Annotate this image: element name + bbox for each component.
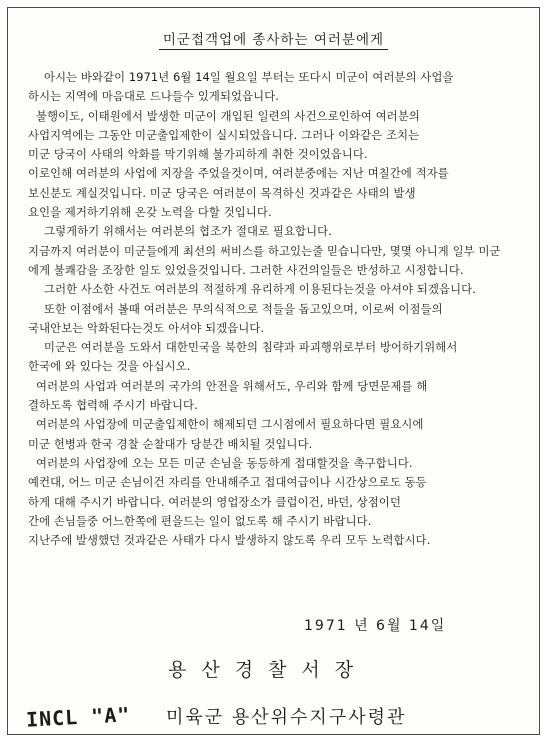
letter-line: 불행이도, 이태원에서 발생한 미군이 개입된 일련의 사건으로인하여 여러분의 [36, 109, 420, 123]
letter-line: 에게 불쾌감을 조장한 일도 있었을것입니다. 그러한 사건의일들은 반성하고 시정합니다. [28, 263, 464, 277]
inclosure-stamp: INCL "A" [25, 702, 131, 732]
letter-title [8, 28, 539, 50]
letter-line: 지금까지 여러분이 미군들에게 최선의 써비스를 하고있는줄 믿습니다만, 몇몇 아니게 일부 미군 [28, 244, 501, 258]
letter-line: 지난주에 발생했던 것과같은 사태가 다시 발생하지 않도록 우리 모두 노력합시다. [28, 534, 431, 548]
letter-line: 결하도록 협력해 주시기 바랍니다. [28, 399, 198, 413]
letter-line: 하게 대해 주시기 바랍니다. 여러분의 영업장소가 클럽이건, 바던, 상점이던 [28, 495, 402, 509]
letter-line: 국내안보는 악화된다는것도 아셔야 되겠읍니다. [28, 321, 265, 335]
letter-line: 미군 당국이 사태의 악화를 막기위해 불가피하게 취한 것이었읍니다. [28, 148, 368, 162]
paragraph-5 [28, 338, 523, 377]
letter-line: 예컨대, 어느 미군 손님이건 자리를 안내해주고 접대여급이나 시간상으로도 동등 [28, 476, 427, 490]
paragraph-6 [28, 377, 523, 416]
letter-line: 또한 이점에서 볼때 여러분은 무의식적으로 적들을 돕고있으며, 이로써 이점들의 [44, 302, 443, 316]
letter-line: 여러분의 사업과 여러분의 국가의 안전을 위해서도, 우리와 함께 당면문제를 해 [36, 379, 428, 393]
letter-line: 미군은 여러분을 도와서 대한민국을 북한의 침략과 파괴행위로부터 방어하기위해서 [44, 341, 458, 355]
letter-sheet [7, 7, 540, 735]
letter-line: 보신분도 계실것입니다. 미군 당국은 여러분이 목격하신 것과같은 사태의 발생 [28, 186, 416, 200]
letter-body [28, 68, 523, 550]
paragraph-2 [28, 107, 523, 165]
signature-police-chief: 용산경찰서장 [168, 659, 369, 681]
letter-line: 아시는 바와같이 1971년 6월 14일 월요일 부터는 또다시 미군이 여러분의 사업을 [44, 71, 454, 84]
paragraph-1 [28, 68, 523, 107]
paragraph-7 [28, 415, 523, 454]
letter-line: 하시는 지역에 마음대로 드나들수 있게되었읍니다. [28, 90, 280, 104]
letter-line: 여러분의 사업장에 오는 모든 미군 손님을 동등하게 접대할것을 촉구합니다. [36, 456, 413, 470]
letter-line: 그렇게하기 위해서는 여러분의 협조가 절대로 필요합니다. [44, 225, 332, 239]
letter-line: 미군 헌병과 한국 경찰 순찰대가 당분간 배치될 것입니다. [28, 437, 313, 451]
paragraph-3 [28, 164, 523, 222]
paragraph-4 [28, 222, 523, 338]
letter-line: 사업지역에는 그동안 미군출입제한이 실시되었읍니다. 그러나 이와같은 조치는 [28, 128, 420, 142]
signature-garrison-commander: 미육군 용산위수지구사령관 [166, 707, 407, 728]
letter-line: 그러한 사소한 사건도 여러분의 적절하게 유리하게 이용된다는것을 아셔야 되겠읍니다. [44, 283, 476, 297]
letter-date: 1971 년 6월 14일 [304, 618, 447, 634]
letter-line: 여러분의 사업장에 미군출입제한이 해제되던 그시점에서 필요하다면 필요시에 [36, 418, 424, 432]
letter-title-text: 미군접객업에 종사하는 여러분에게 [159, 28, 388, 50]
letter-line: 요인을 제거하기위해 온갖 노력을 다할 것입니다. [28, 206, 272, 220]
letter-line: 한국에 와 있다는 것을 아십시오. [28, 360, 191, 374]
letter-line: 이로인해 여러분의 사업에 지장을 주었을것이며, 여러분중에는 지난 며칠간에 적자를 [28, 167, 449, 181]
letter-line: 간에 손님들중 어느한쪽에 편을드는 일이 없도록 해 주시기 바랍니다. [28, 514, 372, 528]
paragraph-8 [28, 454, 523, 550]
